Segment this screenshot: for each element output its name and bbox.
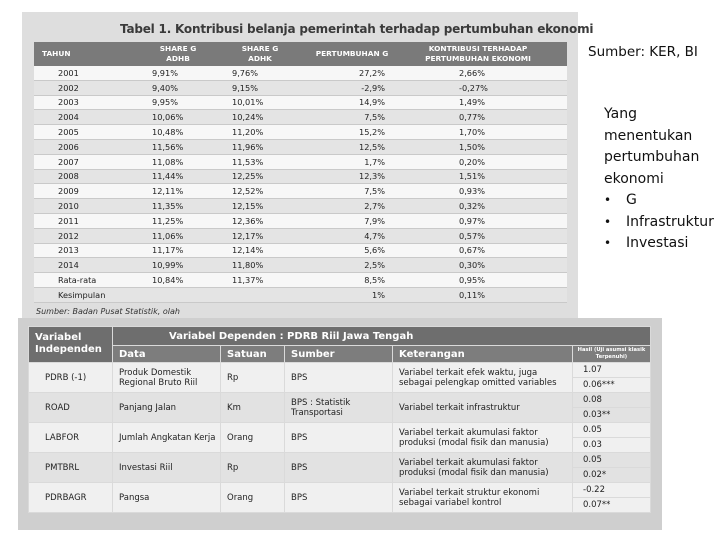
table1-cell: 11,06% (126, 228, 214, 243)
table2-subheader-row (29, 346, 651, 363)
table1-cell: 7,9% (304, 213, 399, 228)
table2-header-row (29, 327, 651, 346)
table1-cell (214, 287, 304, 302)
notes-item: • Investasi (604, 233, 708, 255)
table1-cell: 9,15% (214, 80, 304, 95)
table2-significance: 0.07** (573, 498, 651, 513)
table1-cell: 10,99% (126, 258, 214, 273)
table1-cell: 12,52% (214, 184, 304, 199)
table1-header: TAHUN (34, 42, 126, 66)
table1-cell: 2007 (34, 154, 126, 169)
table1-row (34, 184, 567, 199)
table1-cell: 5,6% (304, 243, 399, 258)
table1-cell: 1% (304, 287, 399, 302)
table1-row (34, 110, 567, 125)
table1-cell: 12,14% (214, 243, 304, 258)
table1-cell: 12,15% (214, 199, 304, 214)
table1-row (34, 125, 567, 140)
notes-intro: Yang menentukan pertumbuhan ekonomi (604, 106, 700, 187)
table1-source: Sumber: Badan Pusat Statistik, olah (36, 307, 180, 316)
table1 (34, 42, 567, 303)
table2-cell-satuan: Rp (221, 363, 285, 393)
table2-cell-var: LABFOR (29, 423, 113, 453)
table1-cell: 2,7% (304, 199, 399, 214)
table2-cell-sumber: BPS (285, 453, 393, 483)
table1-cell: 7,5% (304, 184, 399, 199)
source-note: Sumber: KER, BI (588, 44, 698, 60)
table2-row (29, 423, 651, 438)
table1-cell: 14,9% (304, 95, 399, 110)
notes-item: • Infrastruktur (604, 212, 708, 234)
table1-row (34, 80, 567, 95)
table2-significance: 0.03** (573, 408, 651, 423)
table1-row (34, 213, 567, 228)
table1-cell: 11,53% (214, 154, 304, 169)
notes-item: • G (604, 190, 708, 212)
table2-row (29, 363, 651, 378)
table1-cell: 0,30% (399, 258, 567, 273)
table2-cell-var: PDRB (-1) (29, 363, 113, 393)
table1-cell: 10,48% (126, 125, 214, 140)
table1-row (34, 169, 567, 184)
table1-cell: 1,50% (399, 139, 567, 154)
table1-cell: 2010 (34, 199, 126, 214)
table1-cell: 2011 (34, 213, 126, 228)
table1-cell: 11,80% (214, 258, 304, 273)
table1-cell: 10,84% (126, 273, 214, 288)
table1-cell: 4,7% (304, 228, 399, 243)
table1-cell: 12,5% (304, 139, 399, 154)
table2-subheader: Keterangan (393, 346, 573, 363)
table1-panel (22, 12, 594, 320)
table1-cell: 9,76% (214, 66, 304, 80)
table1-row (34, 287, 567, 302)
table2-cell-var: ROAD (29, 393, 113, 423)
table1-cell: 11,44% (126, 169, 214, 184)
table1-cell: 12,36% (214, 213, 304, 228)
table2-cell-var: PMTBRL (29, 453, 113, 483)
table2-cell-var: PDRBAGR (29, 483, 113, 513)
table1-cell: 0,67% (399, 243, 567, 258)
table1-header: SHARE G ADHB (126, 42, 214, 66)
table1-cell: 11,17% (126, 243, 214, 258)
table1-cell: 7,5% (304, 110, 399, 125)
table1-row (34, 199, 567, 214)
table2-cell-data: Pangsa (113, 483, 221, 513)
table2-cell-data: Produk Domestik Regional Bruto Riil (113, 363, 221, 393)
table1-cell: -0,27% (399, 80, 567, 95)
table1-cell: 1,70% (399, 125, 567, 140)
table2-cell-satuan: Orang (221, 423, 285, 453)
table1-cell: 10,24% (214, 110, 304, 125)
table1-cell: 1,7% (304, 154, 399, 169)
table2-coef: -0.22 (573, 483, 651, 498)
table2-cell-satuan: Rp (221, 453, 285, 483)
table1-cell: 0,11% (399, 287, 567, 302)
table1-row (34, 273, 567, 288)
table1-cell: 27,2% (304, 66, 399, 80)
table1-cell: 2001 (34, 66, 126, 80)
table2-dependent-header: Variabel Dependen : PDRB Riil Jawa Tengah (113, 327, 651, 346)
table1-cell: 11,20% (214, 125, 304, 140)
table2-cell-sumber: BPS (285, 483, 393, 513)
table2-cell-data: Panjang Jalan (113, 393, 221, 423)
notes-list (604, 190, 714, 255)
table1-cell: 0,93% (399, 184, 567, 199)
table2-row (29, 483, 651, 498)
table1-header: SHARE G ADHK (214, 42, 304, 66)
table1-cell: 10,06% (126, 110, 214, 125)
table2-cell-sumber: BPS (285, 423, 393, 453)
table1-cell: 1,49% (399, 95, 567, 110)
table2-subheader: Data (113, 346, 221, 363)
table1-cell: 12,25% (214, 169, 304, 184)
table2-cell-keterangan: Variabel terkait akumulasi faktor produksi (modal fisik dan manusia) (393, 423, 573, 453)
table2-significance: 0.03 (573, 438, 651, 453)
table2-subheader: Satuan (221, 346, 285, 363)
table1-cell: 11,37% (214, 273, 304, 288)
table1-cell: 11,25% (126, 213, 214, 228)
table2-cell-satuan: Km (221, 393, 285, 423)
table1-cell: 2008 (34, 169, 126, 184)
table1-cell: 2009 (34, 184, 126, 199)
table1-cell: Rata-rata (34, 273, 126, 288)
table1-cell: 2013 (34, 243, 126, 258)
table2-independent-header: Variabel Independen (29, 327, 113, 363)
table1-cell: 10,01% (214, 95, 304, 110)
table2-cell-satuan: Orang (221, 483, 285, 513)
table2-row (29, 393, 651, 408)
table1-cell: -2,9% (304, 80, 399, 95)
table1-cell: 15,2% (304, 125, 399, 140)
table2-cell-keterangan: Variabel terkait struktur ekonomi sebagai variabel kontrol (393, 483, 573, 513)
table2-subheader: Sumber (285, 346, 393, 363)
table1-title: Tabel 1. Kontribusi belanja pemerintah terhadap pertumbuhan ekonomi (120, 22, 594, 36)
table1-cell: 9,95% (126, 95, 214, 110)
table1-cell: 2004 (34, 110, 126, 125)
table1-row (34, 154, 567, 169)
table1-cell: 2,66% (399, 66, 567, 80)
table1-cell: 12,3% (304, 169, 399, 184)
table1-cell: 0,97% (399, 213, 567, 228)
table1-row (34, 243, 567, 258)
table1-cell: 0,32% (399, 199, 567, 214)
table1-row (34, 228, 567, 243)
table1-cell: 2003 (34, 95, 126, 110)
table1-cell: 11,96% (214, 139, 304, 154)
table2-significance: 0.06*** (573, 378, 651, 393)
table2-coef: 0.08 (573, 393, 651, 408)
table1-cell: Kesimpulan (34, 287, 126, 302)
table2-coef: 0.05 (573, 453, 651, 468)
table1-row (34, 139, 567, 154)
table1-cell: 12,11% (126, 184, 214, 199)
table2-cell-data: Jumlah Angkatan Kerja (113, 423, 221, 453)
table1-row (34, 258, 567, 273)
table1-header-row (34, 42, 567, 66)
table1-cell: 11,35% (126, 199, 214, 214)
table2-cell-keterangan: Variabel terkait infrastruktur (393, 393, 573, 423)
table1-row (34, 66, 567, 80)
table1-cell: 9,91% (126, 66, 214, 80)
table1-header: KONTRIBUSI TERHADAP PERTUMBUHAN EKONOMI (399, 42, 567, 66)
table1-cell: 2006 (34, 139, 126, 154)
table2-cell-keterangan: Variabel terkait akumulasi faktor produksi (modal fisik dan manusia) (393, 453, 573, 483)
table1-cell: 0,95% (399, 273, 567, 288)
table2 (28, 326, 651, 513)
table1-cell: 2002 (34, 80, 126, 95)
table1-row (34, 95, 567, 110)
table1-cell (126, 287, 214, 302)
table2-cell-keterangan: Variabel terkait efek waktu, juga sebagai pelengkap omitted variables (393, 363, 573, 393)
table2-cell-data: Investasi Riil (113, 453, 221, 483)
table1-cell: 0,20% (399, 154, 567, 169)
table2-coef: 1.07 (573, 363, 651, 378)
table2-panel (18, 318, 662, 530)
table1-cell: 11,56% (126, 139, 214, 154)
table1-cell: 9,40% (126, 80, 214, 95)
table2-coef: 0.05 (573, 423, 651, 438)
table1-cell: 2,5% (304, 258, 399, 273)
table1-cell: 0,57% (399, 228, 567, 243)
table2-row (29, 453, 651, 468)
table1-cell: 2014 (34, 258, 126, 273)
table2-cell-sumber: BPS : Statistik Transportasi (285, 393, 393, 423)
table1-cell: 11,08% (126, 154, 214, 169)
table1-cell: 0,77% (399, 110, 567, 125)
table2-cell-sumber: BPS (285, 363, 393, 393)
table1-header: PERTUMBUHAN G (304, 42, 399, 66)
table1-cell: 2012 (34, 228, 126, 243)
table1-cell: 1,51% (399, 169, 567, 184)
table2-significance: 0.02* (573, 468, 651, 483)
table1-cell: 12,17% (214, 228, 304, 243)
table1-cell: 2005 (34, 125, 126, 140)
table2-result-header: Hasil (Uji asumsi klasik Terpenuhi) (573, 346, 651, 363)
notes-box (604, 104, 714, 255)
table1-cell: 8,5% (304, 273, 399, 288)
